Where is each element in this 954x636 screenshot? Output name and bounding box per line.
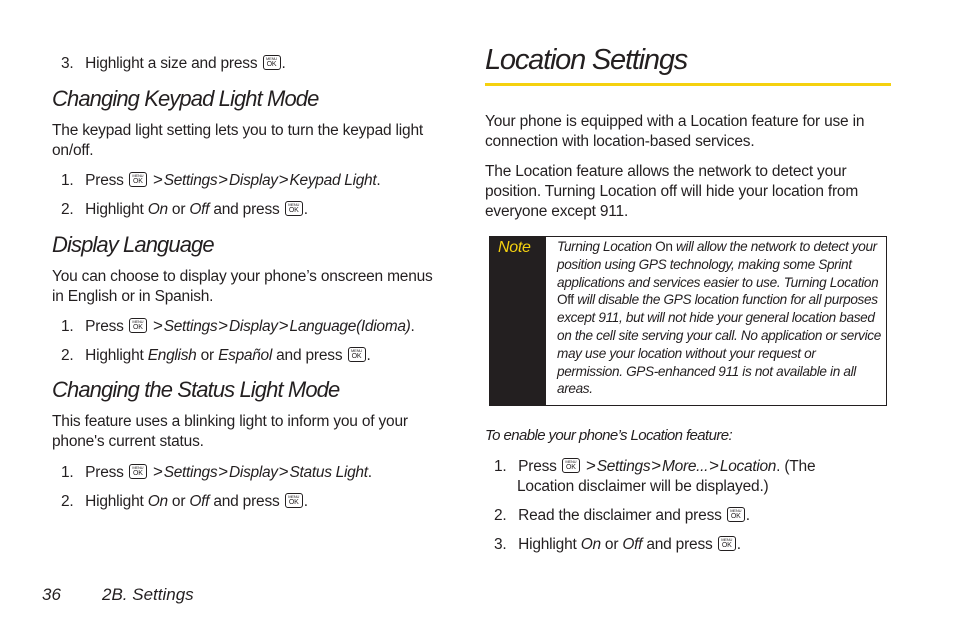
location-step-1-continued: Location disclaimer will be displayed.) bbox=[517, 478, 769, 495]
page-title: Location Settings bbox=[485, 44, 688, 76]
page-number: 36 bbox=[42, 585, 61, 604]
status-step-2: 2. Highlight On or Off and press MENU OK . bbox=[61, 492, 308, 512]
language-heading: Display Language bbox=[52, 232, 214, 257]
section-name: 2B. Settings bbox=[102, 585, 194, 604]
menu-ok-key-icon bbox=[562, 458, 580, 473]
title-underline bbox=[485, 83, 891, 86]
size-step-3: 3. Highlight a size and press MENU OK . bbox=[61, 54, 286, 74]
menu-ok-key-icon bbox=[285, 201, 303, 216]
keypad-heading: Changing Keypad Light Mode bbox=[52, 86, 319, 111]
menu-ok-key-icon bbox=[285, 493, 303, 508]
menu-ok-key-icon bbox=[129, 172, 147, 187]
menu-ok-key-icon bbox=[129, 464, 147, 479]
location-paragraph-1: Your phone is equipped with a Location feature for use in connection with location-based services. bbox=[485, 113, 865, 150]
language-paragraph: You can choose to display your phone’s onscreen menus in English or in Spanish. bbox=[52, 268, 433, 305]
howto-heading: To enable your phone’s Location feature: bbox=[485, 427, 733, 444]
status-heading: Changing the Status Light Mode bbox=[52, 377, 340, 402]
location-step-2: 2. Read the disclaimer and press MENU OK . bbox=[494, 506, 750, 526]
note-text: Turning Location On will allow the network to detect your position using GPS technology, making some Sprint applications and services easier to use. Turning Location Off will disable the GPS location function for all purposes except 911, but will not hide your general location based on the cell site serving your call. No application or service may use your location without your request or permission. GPS-enhanced 911 is not available in all areas. bbox=[557, 239, 881, 397]
status-step-1: 1. Press MENU OK >Settings>Display>Status Light. bbox=[61, 462, 372, 483]
language-step-1: 1. Press MENU OK >Settings>Display>Language(Idioma). bbox=[61, 316, 415, 337]
note-label: Note bbox=[498, 239, 531, 256]
note-label-panel bbox=[490, 237, 546, 405]
location-step-1: 1. Press MENU OK >Settings>More...>Location. (The bbox=[494, 456, 815, 477]
menu-ok-key-icon bbox=[129, 318, 147, 333]
location-step-3: 3. Highlight On or Off and press MENU OK . bbox=[494, 535, 741, 555]
menu-ok-key-icon bbox=[348, 347, 366, 362]
status-paragraph: This feature uses a blinking light to inform you of your phone's current status. bbox=[52, 413, 408, 450]
menu-ok-key-icon bbox=[718, 536, 736, 551]
keypad-step-2: 2. Highlight On or Off and press MENU OK . bbox=[61, 200, 308, 220]
keypad-paragraph: The keypad light setting lets you to turn the keypad light on/off. bbox=[52, 122, 423, 159]
location-paragraph-2: The Location feature allows the network to detect your position. Turning Location off will hide your location from everyone except 911. bbox=[485, 163, 859, 220]
note-box bbox=[489, 236, 887, 406]
language-step-2: 2. Highlight English or Español and press MENU OK . bbox=[61, 346, 371, 366]
menu-ok-key-icon bbox=[727, 507, 745, 522]
menu-ok-key-icon bbox=[263, 55, 281, 70]
keypad-step-1: 1. Press MENU OK >Settings>Display>Keypad Light. bbox=[61, 170, 381, 191]
